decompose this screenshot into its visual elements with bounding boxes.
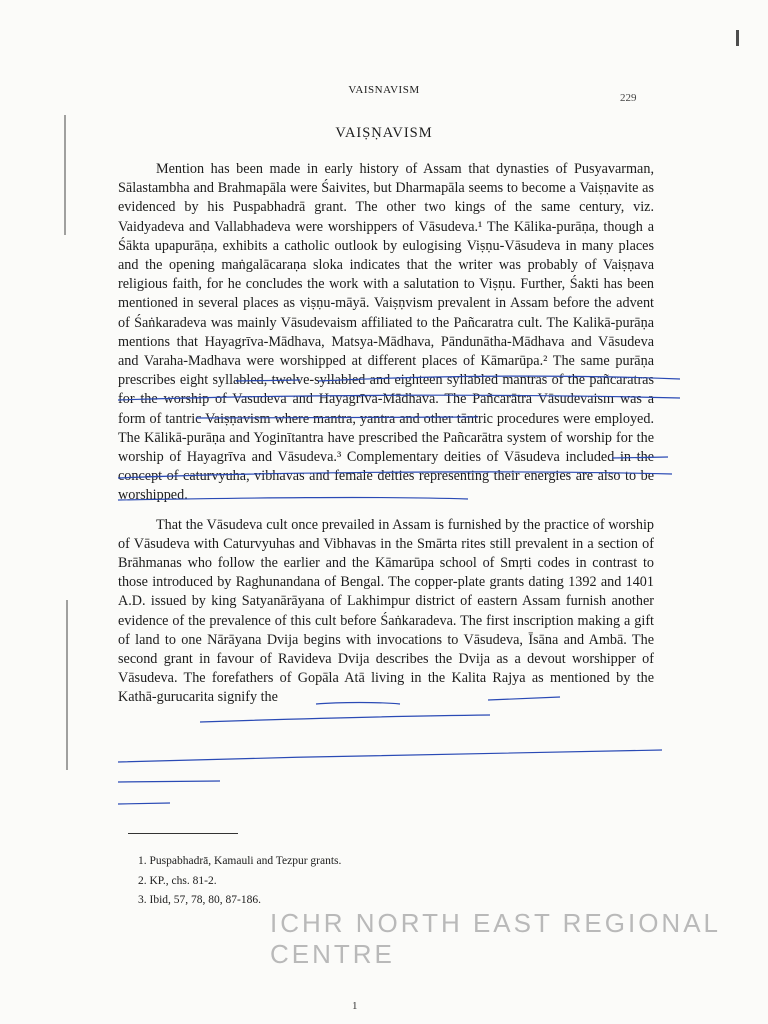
body-text bbox=[118, 160, 654, 718]
bottom-number: 1 bbox=[352, 1000, 358, 1012]
margin-mark-right bbox=[736, 30, 739, 46]
running-title: VAISNAVISM bbox=[348, 84, 420, 96]
margin-mark-left-bottom bbox=[66, 600, 68, 770]
paragraph-2: That the Vāsudeva cult once prevailed in Assam is furnished by the practice of worship of Vāsudeva with Caturvyuhas and Vibhavas in the Smārta rites still prevalent in a section of Brāhmanas who follow the earlier and the Kāmarūpa school of Smṛti codes in contrast to those introduced by Raghunandana of Bengal. The copper-plate grants dating 1392 and 1401 A.D. issued by king Satyanārāyana of Lakhimpur district of eastern Assam furnish another evidence of the prevalence of this cult before Śaṅkaradeva. The first inscription making a gift of land to one Nārāyana Dvija begins with invocations to Vāsudeva, Īsāna and Ambā. The second grant in favour of Ravideva Dvija describes the Dvija as a devout worshipper of Vāsudeva. The forefathers of Gopāla Atā living in the Kalita Rajya as mentioned by the Kathā-gurucarita signify the bbox=[118, 516, 654, 706]
library-stamp: ICHR NORTH EAST REGIONAL CENTRE bbox=[270, 908, 721, 969]
pen-underline bbox=[118, 750, 662, 762]
footnote-3: 3. Ibid, 57, 78, 80, 87-186. bbox=[138, 894, 261, 906]
footnote-rule bbox=[128, 833, 238, 834]
chapter-title: VAIṢṆAVISM bbox=[335, 125, 433, 141]
paragraph-1: Mention has been made in early history of Assam that dynasties of Pusyavarman, Sālastambha and Brahmapāla were Śaivites, but Dharmapāla seems to become a Vaiṣṇavite as evidenced by his Puspabhadrā grant. The other two kings of the same century, viz. Vaidyadeva and Vallabhadeva were worshippers of Vāsudeva.¹ The Kālika-purāṇa, though a Śākta upapurāṇa, exhibits a catholic outlook by eulogising Viṣṇu-Vāsudeva in many places and the opening maṅgalācaraṇa sloka indicates that the writer was probably of Vaiṣṇava religious faith, for he concludes the work with a salutation to Viṣṇu. Further, Śakti has been mentioned in several places as viṣṇu-māyā. Vaiṣṇvism prevalent in Assam before the advent of Śaṅkaradeva was mainly Vāsudevaism affiliated to the Pañcaratra cult. The Kalikā-purāṇa mentions that Hayagrīva-Mādhava, Matsya-Mādhava, Pāndunātha-Mādhava and Vāsudeva and Varaha-Madhava were worshipped at different places of Kāmarūpa.² The same purāṇa prescribes eight syllabled, twelve-syllabled and eighteen syllabled mantras of the pañcaratras for the worship of Vasudeva and Hayagrīva-Mādhava. The Pañcarātra Vāsudevaism was a form of tantric Vaiṣṇavism where mantra, yantra and other tāntric procedures were employed. The Kālikā-purāṇa and Yoginītantra have prescribed the Pañcarātra system of worship for the worship of Hayagrīva and Vāsudeva.³ Complementary deities of Vāsudeva included in the concept of caturvyuha, vibhavas and female deities representing their energies are also to be worshipped. bbox=[118, 161, 654, 504]
footnote-1: 1. Puspabhadrā, Kamauli and Tezpur grants. bbox=[138, 855, 342, 867]
footnote-2: 2. KP., chs. 81-2. bbox=[138, 874, 217, 887]
footnotes bbox=[138, 852, 341, 911]
pen-underline bbox=[118, 803, 170, 804]
page-number: 229 bbox=[620, 92, 637, 104]
pen-underline bbox=[118, 781, 220, 782]
